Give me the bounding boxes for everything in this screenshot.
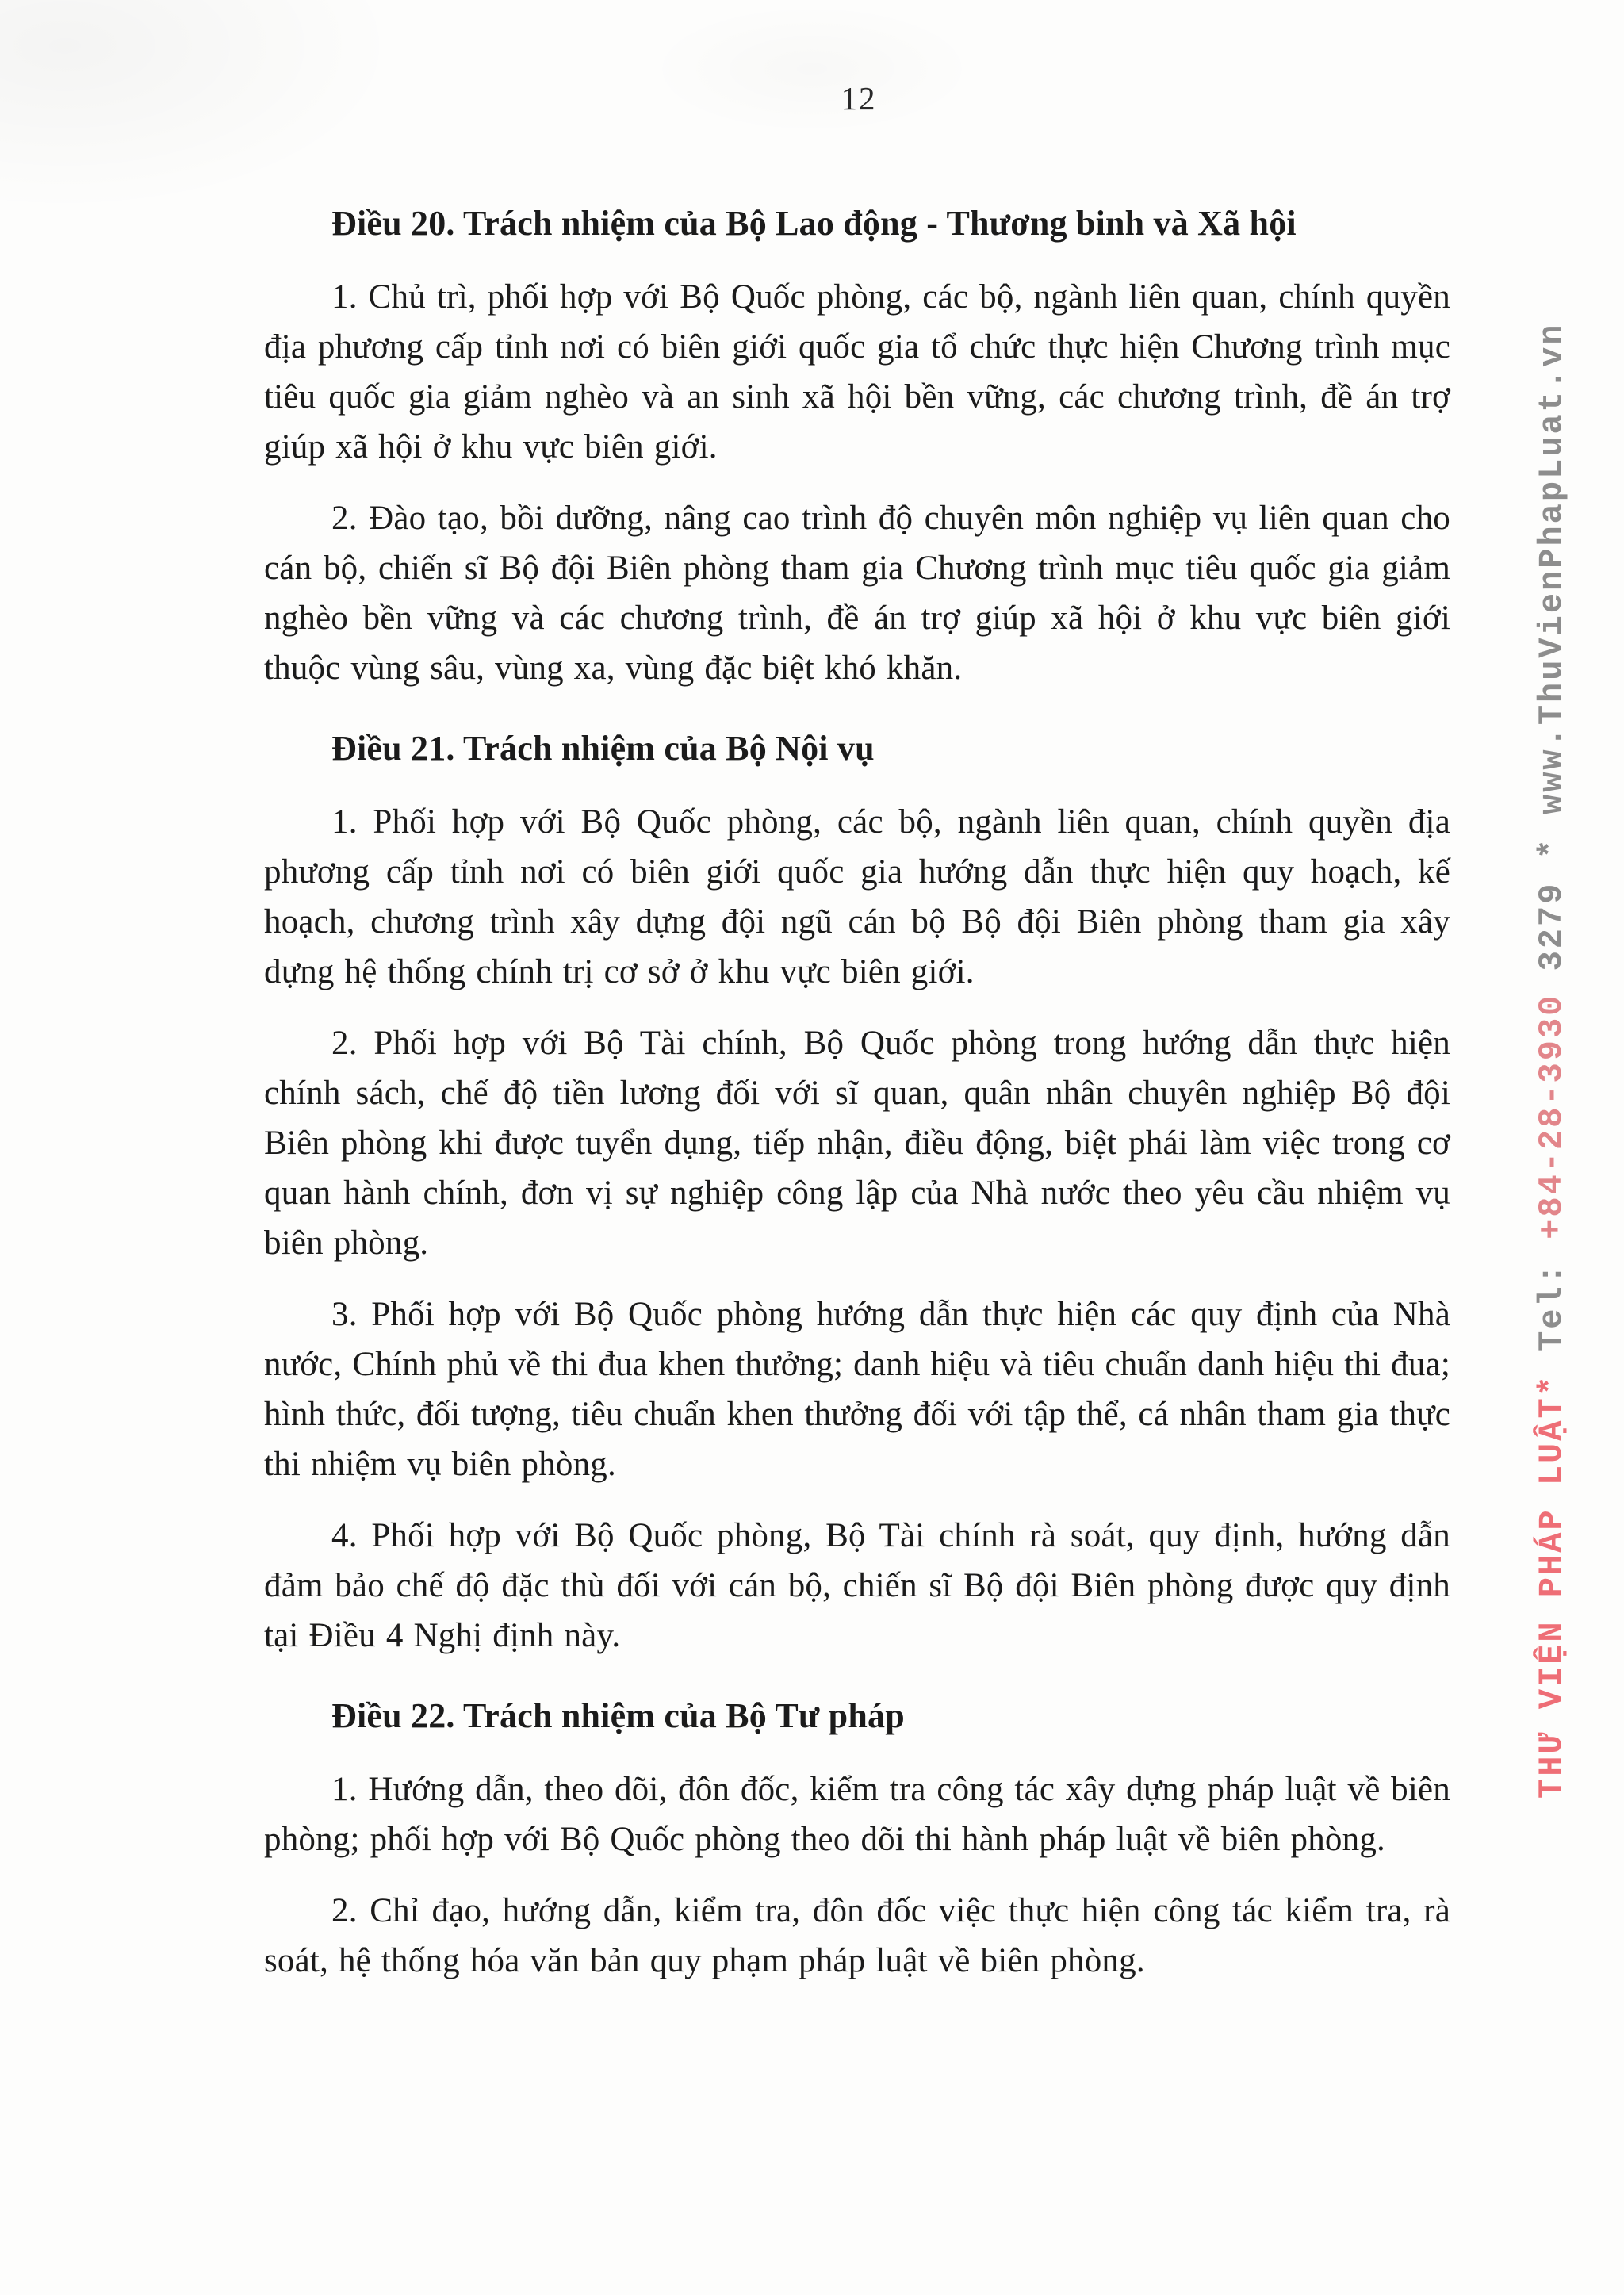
article-paragraph: 3. Phối hợp với Bộ Quốc phòng hướng dẫn thực hiện các quy định của Nhà nước, Chính phủ về thi đua khen thưởng; danh hiệu và tiêu chuẩn danh hiệu thi đua; hình thức, đối tượng, tiêu chuẩn khen thưởng đối với tập thể, cá nhân tham gia thực thi nhiệm vụ biên phòng. <box>264 1296 1450 1483</box>
article-section <box>264 198 1450 693</box>
article-heading: Điều 22. Trách nhiệm của Bộ Tư pháp <box>331 1696 905 1735</box>
article-paragraph: 2. Đào tạo, bồi dưỡng, nâng cao trình độ chuyên môn nghiệp vụ liên quan cho cán bộ, chiến sĩ Bộ đội Biên phòng tham gia Chương trình mục tiêu quốc gia giảm nghèo bền vững và các chương trình, đề án trợ giúp xã hội ở khu vực biên giới thuộc vùng sâu, vùng xa, vùng đặc biệt khó khăn. <box>264 500 1450 687</box>
article-paragraph: 2. Chỉ đạo, hướng dẫn, kiểm tra, đôn đốc việc thực hiện công tác kiểm tra, rà soát, hệ thống hóa văn bản quy phạm pháp luật về biên phòng. <box>264 1892 1450 1979</box>
watermark-segment: +84-28-3930 <box>1533 993 1571 1239</box>
article-section <box>264 1691 1450 1986</box>
article-heading: Điều 21. Trách nhiệm của Bộ Nội vụ <box>331 729 875 768</box>
article-heading: Điều 20. Trách nhiệm của Bộ Lao động - Thương binh và Xã hội <box>331 204 1297 243</box>
watermark-vertical <box>1529 322 1575 1799</box>
article-section <box>264 723 1450 1661</box>
page-number: 12 <box>841 80 877 117</box>
watermark-segment: THƯ VIỆN PHÁP LUẬT* <box>1533 1374 1571 1799</box>
article-paragraph: 2. Phối hợp với Bộ Tài chính, Bộ Quốc phòng trong hướng dẫn thực hiện chính sách, chế độ tiền lương đối với sĩ quan, quân nhân chuyên nghiệp Bộ đội Biên phòng khi được tuyển dụng, tiếp nhận, điều động, biệt phái làm việc trong cơ quan hành chính, đơn vị sự nghiệp công lập của Nhà nước theo yêu cầu nhiệm vụ biên phòng. <box>264 1025 1450 1262</box>
watermark-segment: Tel: <box>1533 1239 1571 1374</box>
document-body <box>264 168 1450 2007</box>
watermark-segment: 3279 * www.ThuVienPhapLuat.vn <box>1533 322 1571 994</box>
article-paragraph: 1. Phối hợp với Bộ Quốc phòng, các bộ, ngành liên quan, chính quyền địa phương cấp tỉnh nơi có biên giới quốc gia hướng dẫn thực hiện quy hoạch, kế hoạch, chương trình xây dựng đội ngũ cán bộ Bộ đội Biên phòng tham gia xây dựng hệ thống chính trị cơ sở ở khu vực biên giới. <box>264 803 1450 990</box>
article-paragraph: 4. Phối hợp với Bộ Quốc phòng, Bộ Tài chính rà soát, quy định, hướng dẫn đảm bảo chế độ đặc thù đối với cán bộ, chiến sĩ Bộ đội Biên phòng được quy định tại Điều 4 Nghị định này. <box>264 1517 1450 1654</box>
article-paragraph: 1. Chủ trì, phối hợp với Bộ Quốc phòng, các bộ, ngành liên quan, chính quyền địa phương cấp tỉnh nơi có biên giới quốc gia tổ chức thực hiện Chương trình mục tiêu quốc gia giảm nghèo và an sinh xã hội bền vững, các chương trình, đề án trợ giúp xã hội ở khu vực biên giới. <box>264 278 1450 466</box>
article-paragraph: 1. Hướng dẫn, theo dõi, đôn đốc, kiểm tra công tác xây dựng pháp luật về biên phòng; phối hợp với Bộ Quốc phòng theo dõi thi hành pháp luật về biên phòng. <box>264 1771 1450 1858</box>
